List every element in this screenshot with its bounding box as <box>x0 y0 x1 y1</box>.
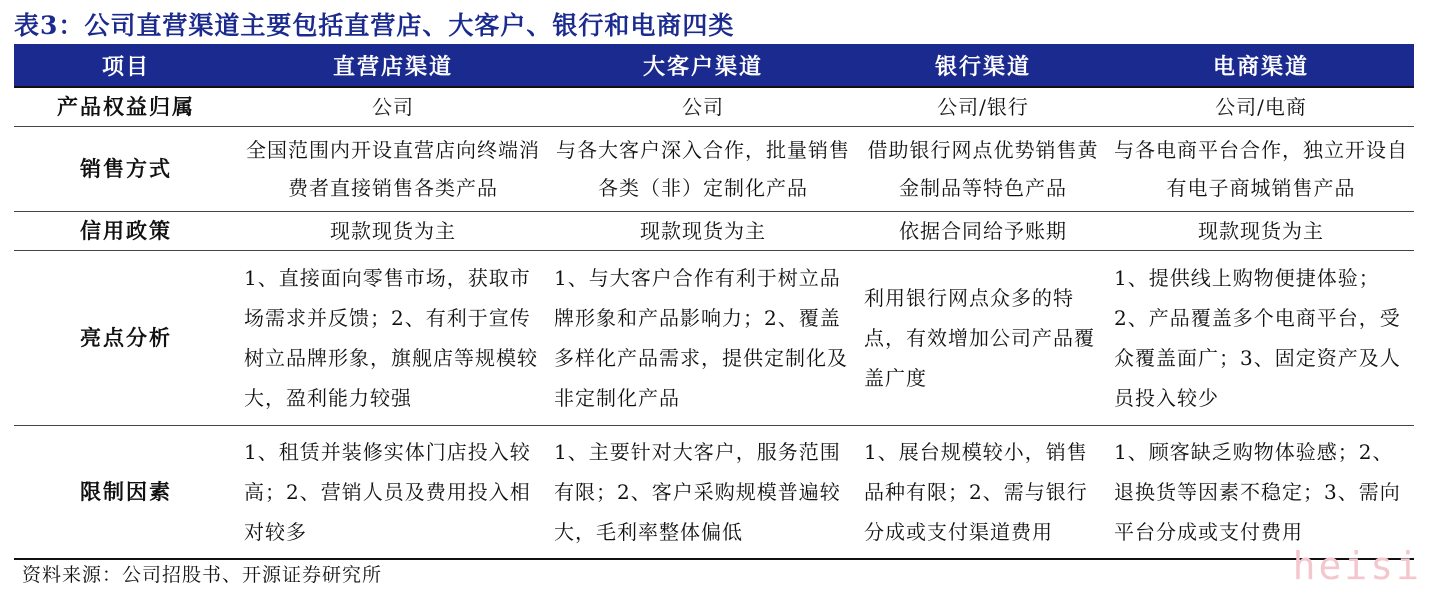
table-cell: 依据合同给予账期 <box>858 212 1108 251</box>
table-header-row <box>14 44 1414 87</box>
row-label: 产品权益归属 <box>14 87 238 127</box>
table-row <box>14 251 1414 426</box>
table-cell: 借助银行网点优势销售黄金制品等特色产品 <box>858 127 1108 212</box>
table-cell: 公司/银行 <box>858 87 1108 127</box>
table-row <box>14 87 1414 127</box>
table-cell: 1、顾客缺乏购物体验感；2、退换货等因素不稳定；3、需向平台分成或支付费用 <box>1108 426 1414 560</box>
table-row <box>14 127 1414 212</box>
table-cell: 1、与大客户合作有利于树立品牌形象和产品影响力；2、覆盖多样化产品需求，提供定制化及非定制化产品 <box>548 251 858 426</box>
table-cell: 现款现货为主 <box>1108 212 1414 251</box>
watermark: heisi <box>1292 544 1422 588</box>
table-row <box>14 426 1414 560</box>
source-note: 资料来源：公司招股书、开源证券研究所 <box>22 564 383 586</box>
header-direct-store: 直营店渠道 <box>238 44 548 87</box>
table-cell: 现款现货为主 <box>238 212 548 251</box>
table-cell: 利用银行网点众多的特点，有效增加公司产品覆盖广度 <box>858 251 1108 426</box>
table-cell: 与各大客户深入合作，批量销售各类（非）定制化产品 <box>548 127 858 212</box>
table-cell: 1、展台规模较小，销售品种有限；2、需与银行分成或支付渠道费用 <box>858 426 1108 560</box>
header-bank: 银行渠道 <box>858 44 1108 87</box>
table-cell: 公司 <box>548 87 858 127</box>
table-cell: 1、提供线上购物便捷体验；2、产品覆盖多个电商平台，受众覆盖面广；3、固定资产及人员投入较少 <box>1108 251 1414 426</box>
header-item: 项目 <box>14 44 238 87</box>
table-cell: 1、租赁并装修实体门店投入较高；2、营销人员及费用投入相对较多 <box>238 426 548 560</box>
table-cell: 公司 <box>238 87 548 127</box>
table-cell: 全国范围内开设直营店向终端消费者直接销售各类产品 <box>238 127 548 212</box>
table-cell: 公司/电商 <box>1108 87 1414 127</box>
table-cell: 1、直接面向零售市场，获取市场需求并反馈；2、有利于宣传树立品牌形象，旗舰店等规模较大，盈利能力较强 <box>238 251 548 426</box>
table-cell: 现款现货为主 <box>548 212 858 251</box>
table-cell: 1、主要针对大客户，服务范围有限；2、客户采购规模普遍较大，毛利率整体偏低 <box>548 426 858 560</box>
table-title: 表3：公司直营渠道主要包括直营店、大客户、银行和电商四类 <box>14 11 735 40</box>
row-label: 销售方式 <box>14 127 238 212</box>
table-cell: 与各电商平台合作，独立开设自有电子商城销售产品 <box>1108 127 1414 212</box>
row-label: 信用政策 <box>14 212 238 251</box>
header-key-account: 大客户渠道 <box>548 44 858 87</box>
row-label: 亮点分析 <box>14 251 238 426</box>
table-row <box>14 212 1414 251</box>
header-ecommerce: 电商渠道 <box>1108 44 1414 87</box>
channel-comparison-table <box>14 44 1414 560</box>
row-label: 限制因素 <box>14 426 238 560</box>
